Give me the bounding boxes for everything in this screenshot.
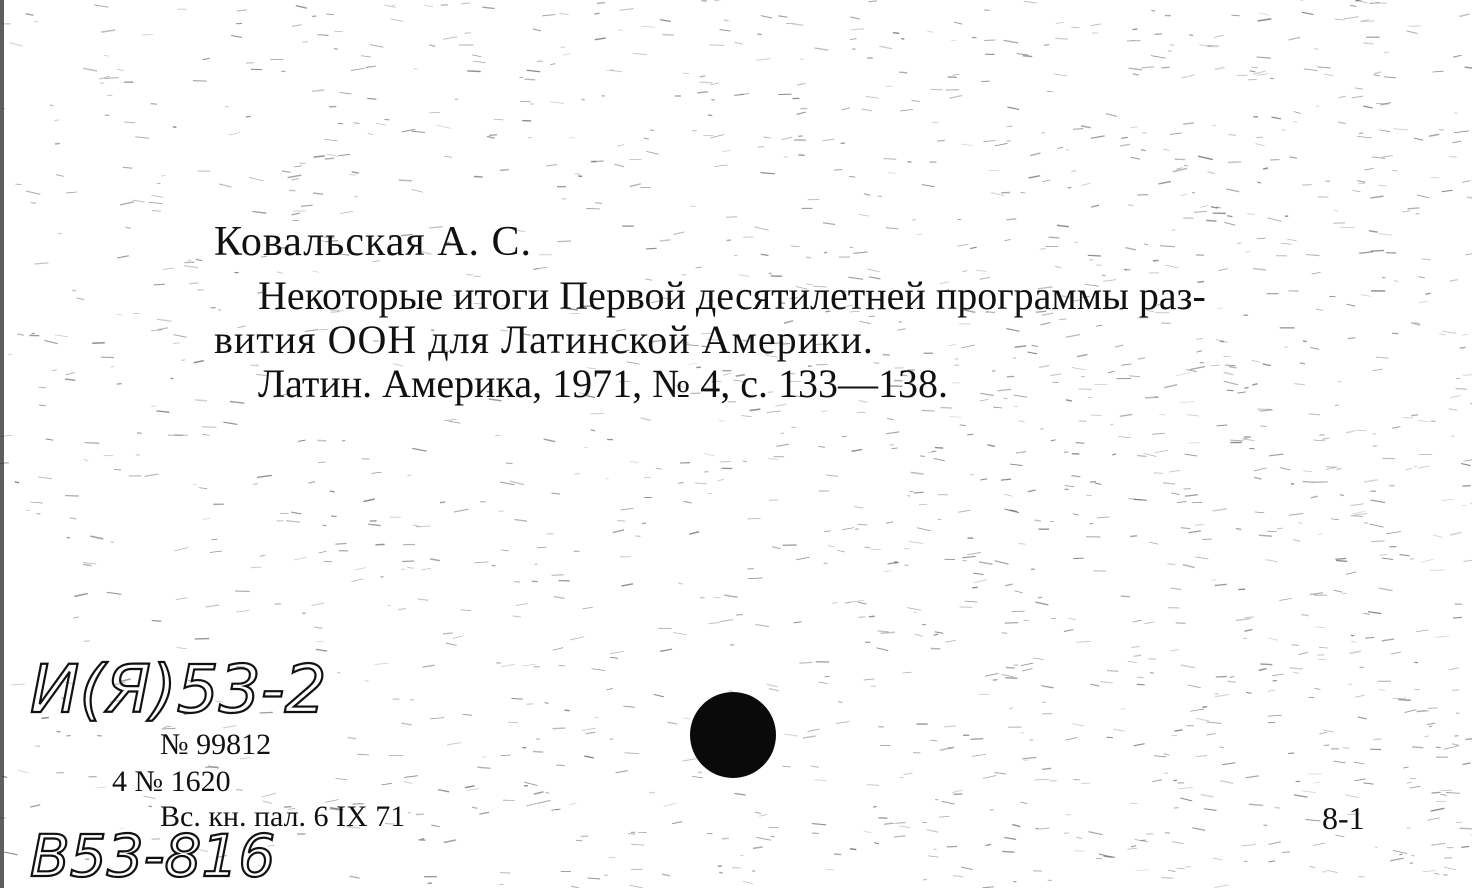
source-line: Латин. Америка, 1971, № 4, с. 133—138. [258, 361, 948, 406]
accession-stamp: Вс. кн. пал. 6 IX 71 [160, 800, 406, 833]
card-code: 8-1 [1322, 800, 1365, 836]
accession-number-1: № 99812 [160, 728, 272, 761]
author-line: Ковальская А. С. [214, 219, 533, 265]
title-line-1: Некоторые итоги Первой десятилетней программы раз- [258, 273, 1206, 318]
title-line-2: вития ООН для Латинской Америки. [214, 317, 874, 362]
accession-number-2: 4 № 1620 [112, 765, 231, 798]
punch-hole [690, 692, 776, 778]
call-number-handwritten: И(Я)53-2 [30, 651, 327, 728]
shelf-mark-handwritten: В53-816 [30, 822, 276, 888]
card-edge [0, 0, 4, 888]
